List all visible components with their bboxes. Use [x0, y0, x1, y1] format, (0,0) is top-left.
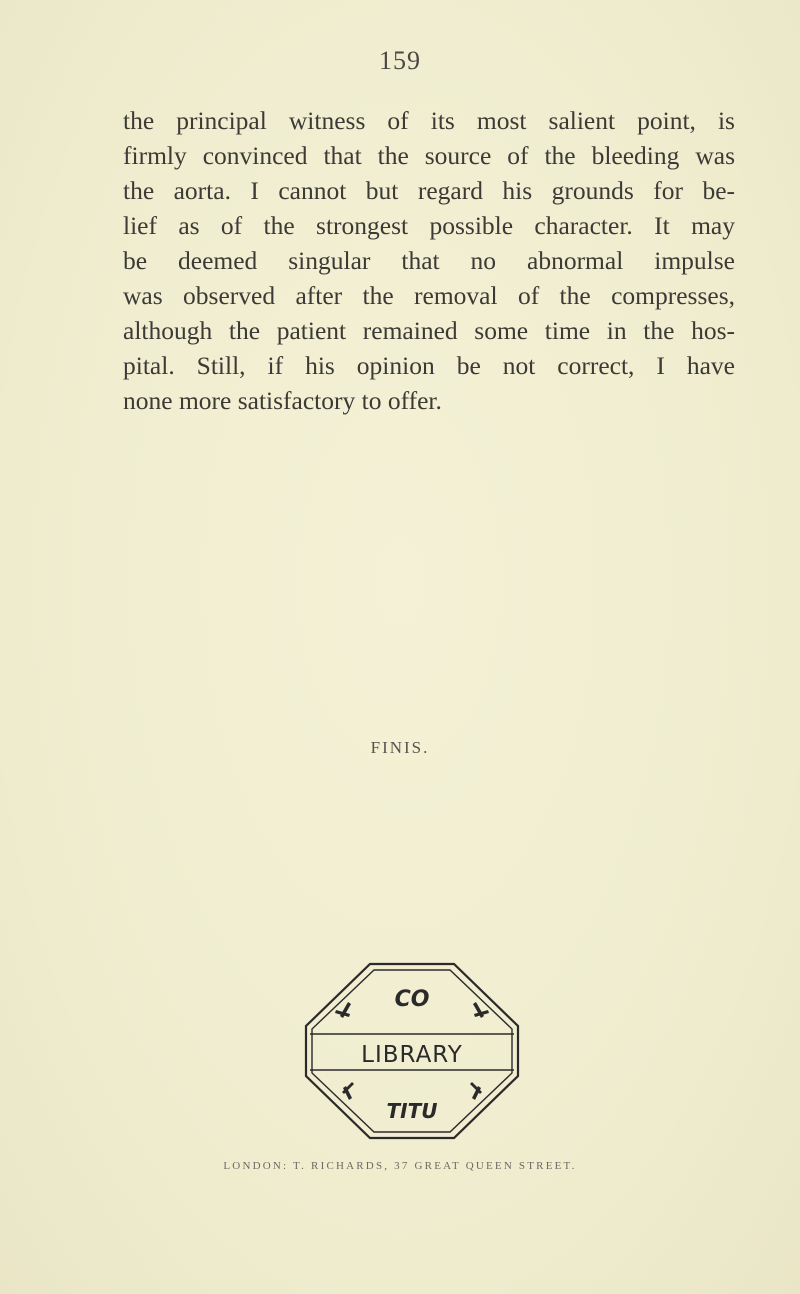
library-stamp	[302, 960, 522, 1142]
text-line: was observed after the removal of the compresses,	[123, 281, 735, 310]
stamp-center-text: LIBRARY	[361, 1042, 463, 1068]
text-line: lief as of the strongest possible character. It may	[123, 211, 735, 240]
page-number: 159	[379, 46, 421, 75]
text-line-last: none more satisfactory to offer.	[123, 386, 442, 415]
text-line: be deemed singular that no abnormal impulse	[123, 246, 735, 275]
text-line: pital. Still, if his opinion be not correct, I have	[123, 351, 735, 380]
stamp-top-text: CO	[394, 987, 430, 1012]
printer-imprint: LONDON: T. RICHARDS, 37 GREAT QUEEN STREET.	[223, 1160, 577, 1172]
text-line: the aorta. I cannot but regard his grounds for be-	[123, 176, 735, 205]
finis-heading: FINIS.	[370, 738, 430, 757]
stamp-bottom-text: TITU	[386, 1099, 438, 1123]
text-line: the principal witness of its most salient point, is	[123, 106, 735, 135]
text-line: firmly convinced that the source of the bleeding was	[123, 141, 735, 170]
text-line: although the patient remained some time in the hos-	[123, 316, 735, 345]
body-paragraph	[123, 103, 735, 418]
